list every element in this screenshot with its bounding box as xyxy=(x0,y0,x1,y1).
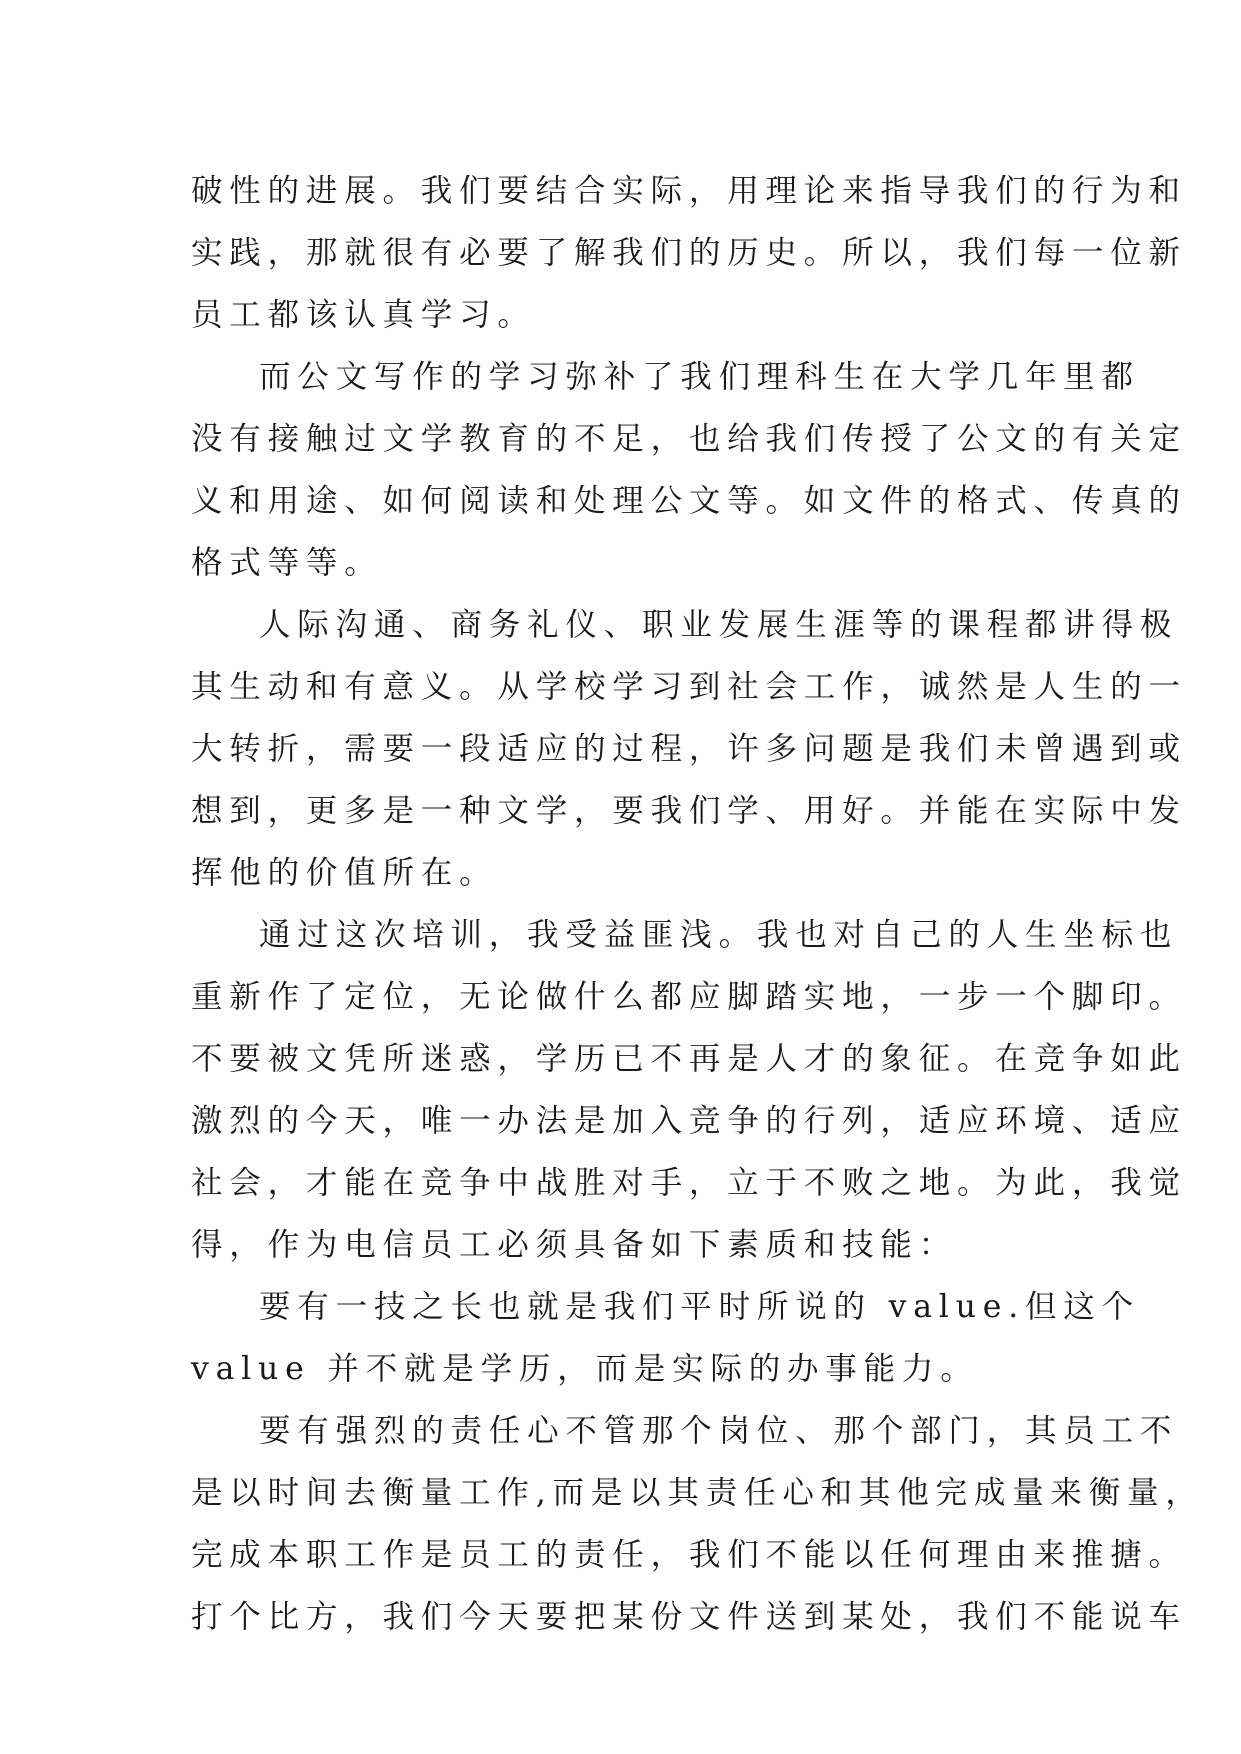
text-line: 完成本职工作是员工的责任，我们不能以任何理由来推搪。 xyxy=(191,1537,1187,1573)
body-text xyxy=(191,160,1204,1648)
text-line: value 并不就是学历，而是实际的办事能力。 xyxy=(191,1351,979,1387)
text-line: 格式等等。 xyxy=(191,545,383,581)
paragraph-start-line: 通过这次培训，我受益匪浅。我也对自己的人生坐标也 xyxy=(259,917,1179,953)
paragraph-start-line: 人际沟通、商务礼仪、职业发展生涯等的课程都讲得极 xyxy=(259,607,1179,643)
text-line: 大转折，需要一段适应的过程，许多问题是我们未曾遇到或 xyxy=(191,731,1187,767)
paragraph-start-line: 要有一技之长也就是我们平时所说的 value.但这个 xyxy=(259,1289,1140,1325)
text-line: 实践，那就很有必要了解我们的历史。所以，我们每一位新 xyxy=(191,235,1187,271)
text-line: 员工都该认真学习。 xyxy=(191,297,536,333)
text-line: 重新作了定位，无论做什么都应脚踏实地，一步一个脚印。 xyxy=(191,979,1187,1015)
paragraph-start-line: 要有强烈的责任心不管那个岗位、那个部门，其员工不 xyxy=(259,1413,1179,1449)
text-line: 是以时间去衡量工作,而是以其责任心和其他完成量来衡量， xyxy=(191,1475,1204,1511)
text-line: 破性的进展。我们要结合实际，用理论来指导我们的行为和 xyxy=(191,173,1187,209)
text-line: 想到，更多是一种文学，要我们学、用好。并能在实际中发 xyxy=(191,793,1187,829)
text-line: 社会，才能在竞争中战胜对手，立于不败之地。为此，我觉 xyxy=(191,1165,1187,1201)
text-line: 义和用途、如何阅读和处理公文等。如文件的格式、传真的 xyxy=(191,483,1187,519)
text-line: 其生动和有意义。从学校学习到社会工作，诚然是人生的一 xyxy=(191,669,1187,705)
text-line: 打个比方，我们今天要把某份文件送到某处，我们不能说车 xyxy=(191,1599,1187,1635)
text-line: 激烈的今天，唯一办法是加入竞争的行列，适应环境、适应 xyxy=(191,1103,1187,1139)
text-line: 挥他的价值所在。 xyxy=(191,855,498,891)
text-line: 得，作为电信员工必须具备如下素质和技能： xyxy=(191,1227,958,1263)
text-line: 不要被文凭所迷惑，学历已不再是人才的象征。在竞争如此 xyxy=(191,1041,1187,1077)
text-line: 没有接触过文学教育的不足，也给我们传授了公文的有关定 xyxy=(191,421,1187,457)
paragraph-start-line: 而公文写作的学习弥补了我们理科生在大学几年里都 xyxy=(259,359,1140,395)
